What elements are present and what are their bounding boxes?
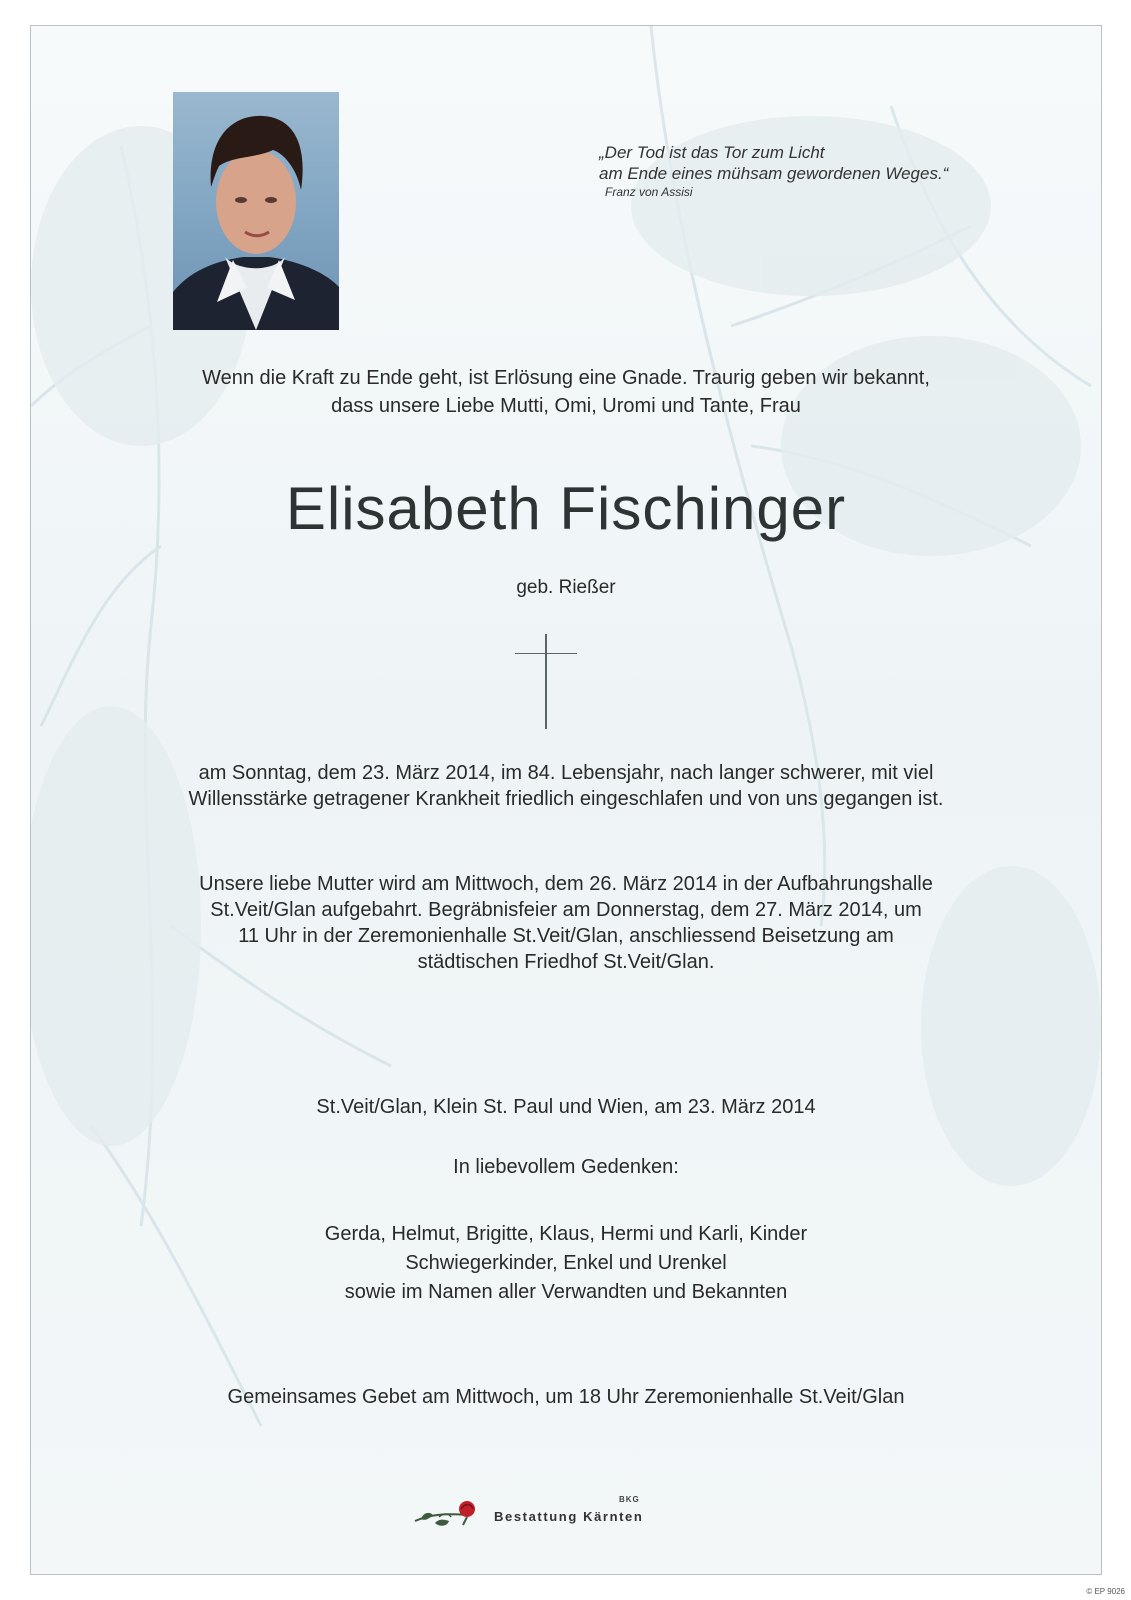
cross-icon (545, 634, 547, 729)
funeral-line: Unsere liebe Mutter wird am Mittwoch, dem 26. März 2014 in der Aufbahrungshalle (199, 873, 933, 895)
funeral-line: städtischen Friedhof St.Veit/Glan. (417, 951, 715, 973)
funeral-line: 11 Uhr in der Zeremonienhalle St.Veit/Glan, anschliessend Beisetzung am (238, 925, 894, 947)
rose-logo-icon (409, 1489, 489, 1531)
funeral-line: St.Veit/Glan aufgebahrt. Begräbnisfeier am Donnerstag, dem 27. März 2014, um (210, 899, 922, 921)
print-code: © EP 9026 (1086, 1587, 1125, 1596)
quote-line-1: „Der Tod ist das Tor zum Licht (599, 143, 825, 162)
quote-block (599, 142, 1039, 200)
quote-author: Franz von Assisi (605, 185, 693, 199)
place-date: St.Veit/Glan, Klein St. Paul und Wien, am 23. März 2014 (316, 1096, 816, 1118)
birth-name: geb. Rießer (516, 577, 616, 598)
logo-text: Bestattung Kärnten (494, 1509, 644, 1524)
funeral-home-logo (409, 1489, 649, 1531)
death-notice (31, 760, 1101, 812)
prayer-notice: Gemeinsames Gebet am Mittwoch, um 18 Uhr Zeremonienhalle St.Veit/Glan (227, 1386, 905, 1408)
family-line: Schwiegerkinder, Enkel und Urenkel (405, 1252, 727, 1274)
family-line: sowie im Namen aller Verwandten und Bekannten (344, 1281, 788, 1303)
logo-mark: BKG (619, 1495, 640, 1504)
death-line-1: am Sonntag, dem 23. März 2014, im 84. Lebensjahr, nach langer schwerer, mit viel (198, 762, 934, 784)
cross-bar (515, 653, 577, 654)
death-line-2: Willensstärke getragener Krankheit friedlich eingeschlafen und von uns gegangen ist. (188, 788, 944, 810)
remembrance-heading: In liebevollem Gedenken: (453, 1156, 679, 1178)
obituary-sheet (30, 25, 1102, 1575)
family-signature (31, 1220, 1101, 1307)
portrait-photo (173, 92, 339, 330)
intro-line-2: dass unsere Liebe Mutti, Omi, Uromi und Tante, Frau (331, 395, 801, 417)
funeral-details (31, 871, 1101, 975)
deceased-name: Elisabeth Fischinger (285, 475, 847, 542)
quote-line-2: am Ende eines mühsam gewordenen Weges.“ (599, 164, 949, 183)
family-line: Gerda, Helmut, Brigitte, Klaus, Hermi und Karli, Kinder (324, 1223, 808, 1245)
intro-text (31, 364, 1101, 420)
intro-line-1: Wenn die Kraft zu Ende geht, ist Erlösung eine Gnade. Traurig geben wir bekannt, (202, 367, 930, 389)
